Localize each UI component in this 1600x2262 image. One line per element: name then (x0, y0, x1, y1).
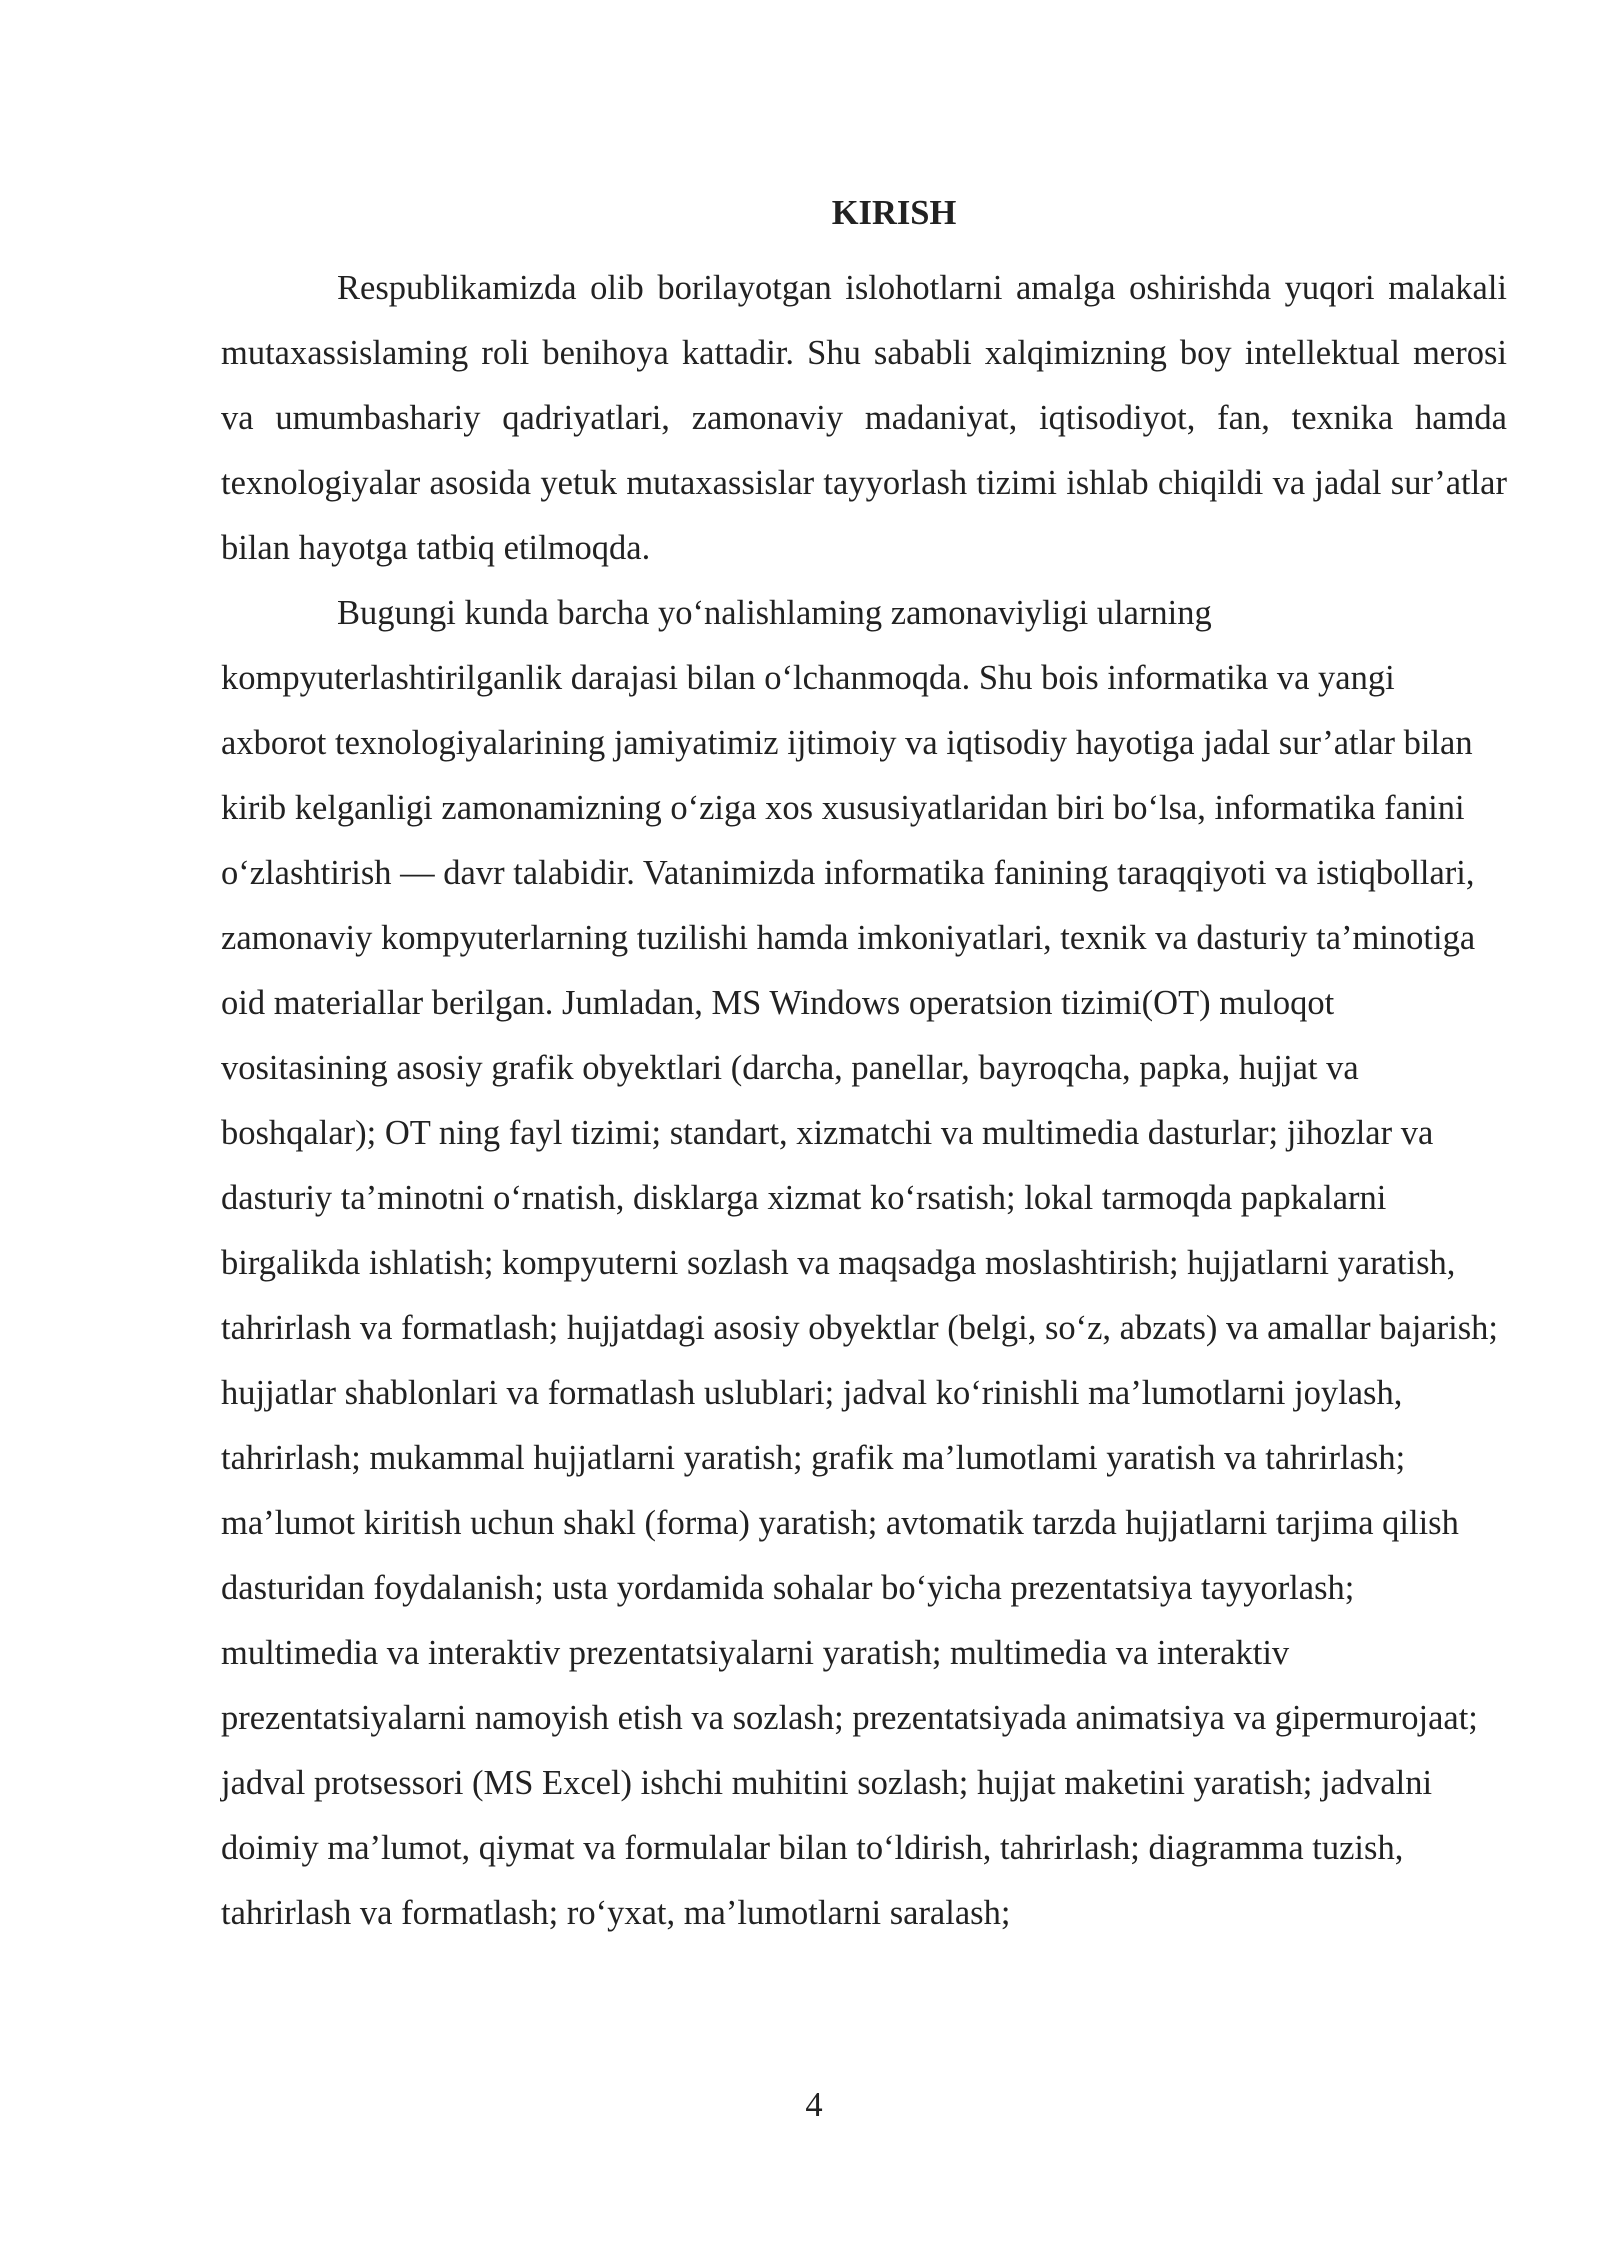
paragraph-informatics: Bugungi kunda barcha yo‘nalishlaming zamonaviyligi ularning kompyuterlashtirilganlik darajasi bilan o‘lchanmoqda. Shu bois informatika va yangi axborot texnologiyalarining jamiyatimiz ijtimoiy va iqtisodiy hayotiga jadal sur’atlar bilan kirib kelganligi zamonamizning o‘ziga xos xususiyatlaridan biri bo‘lsa, informatika fanini o‘zlashtirish — davr talabidir. Vatanimizda informatika fanining taraqqiyoti va istiqbollari, zamonaviy kompyuterlarning tuzilishi hamda imkoniyatlari, texnik va dasturiy ta’minotiga oid materiallar berilgan. Jumladan, MS Windows operatsion tizimi(OT) muloqot vositasining asosiy grafik obyektlari (darcha, panellar, bayroqcha, papka, hujjat va boshqalar); OT ning fayl tizimi; standart, xizmatchi va multimedia dasturlar; jihozlar va dasturiy ta’minotni o‘rnatish, disklarga xizmat ko‘rsatish; lokal tarmoqda papkalarni birgalikda ishlatish; kompyuterni sozlash va maqsadga moslashtirish; hujjatlarni yaratish, tahrirlash va formatlash; hujjatdagi asosiy obyektlar (belgi, so‘z, abzats) va amallar bajarish; hujjatlar shablonlari va formatlash uslublari; jadval ko‘rinishli ma’lumotlarni joylash, tahrirlash; mukammal hujjatlarni yaratish; grafik ma’lumotlami yaratish va tahrirlash; ma’lumot kiritish uchun shakl (forma) yaratish; avtomatik tarzda hujjatlarni tarjima qilish dasturidan foydalanish; usta yordamida sohalar bo‘yicha prezentatsiya tayyorlash; multimedia va interaktiv prezentatsiyalarni yaratish; multimedia va interaktiv prezentatsiyalarni namoyish etish va sozlash; prezentatsiyada animatsiya va gipermurojaat; jadval protsessori (MS Excel) ishchi muhitini sozlash; hujjat maketini yaratish; jadvalni doimiy ma’lumot, qiymat va formulalar bilan to‘ldirish, tahrirlash; diagramma tuzish, tahrirlash va formatlash; ro‘yxat, ma’lumotlarni saralash; (221, 594, 1499, 1932)
page-number: 4 (805, 2086, 823, 2124)
page-content (221, 190, 1507, 1946)
section-title: KIRISH (831, 194, 957, 232)
paragraph-intro: Respublikamizda olib borilayotgan islohotlarni amalga oshirishda yuqori malakali mutaxassislaming roli benihoya kattadir. Shu sababli xalqimizning boy intellektual merosi va umumbashariy qadriyatlari, zamonaviy madaniyat, iqtisodiyot, fan, texnika hamda texnologiyalar asosida yetuk mutaxassislar tayyorlash tizimi ishlab chiqildi va jadal sur’atlar bilan hayotga tatbiq etilmoqda. (221, 269, 1507, 567)
